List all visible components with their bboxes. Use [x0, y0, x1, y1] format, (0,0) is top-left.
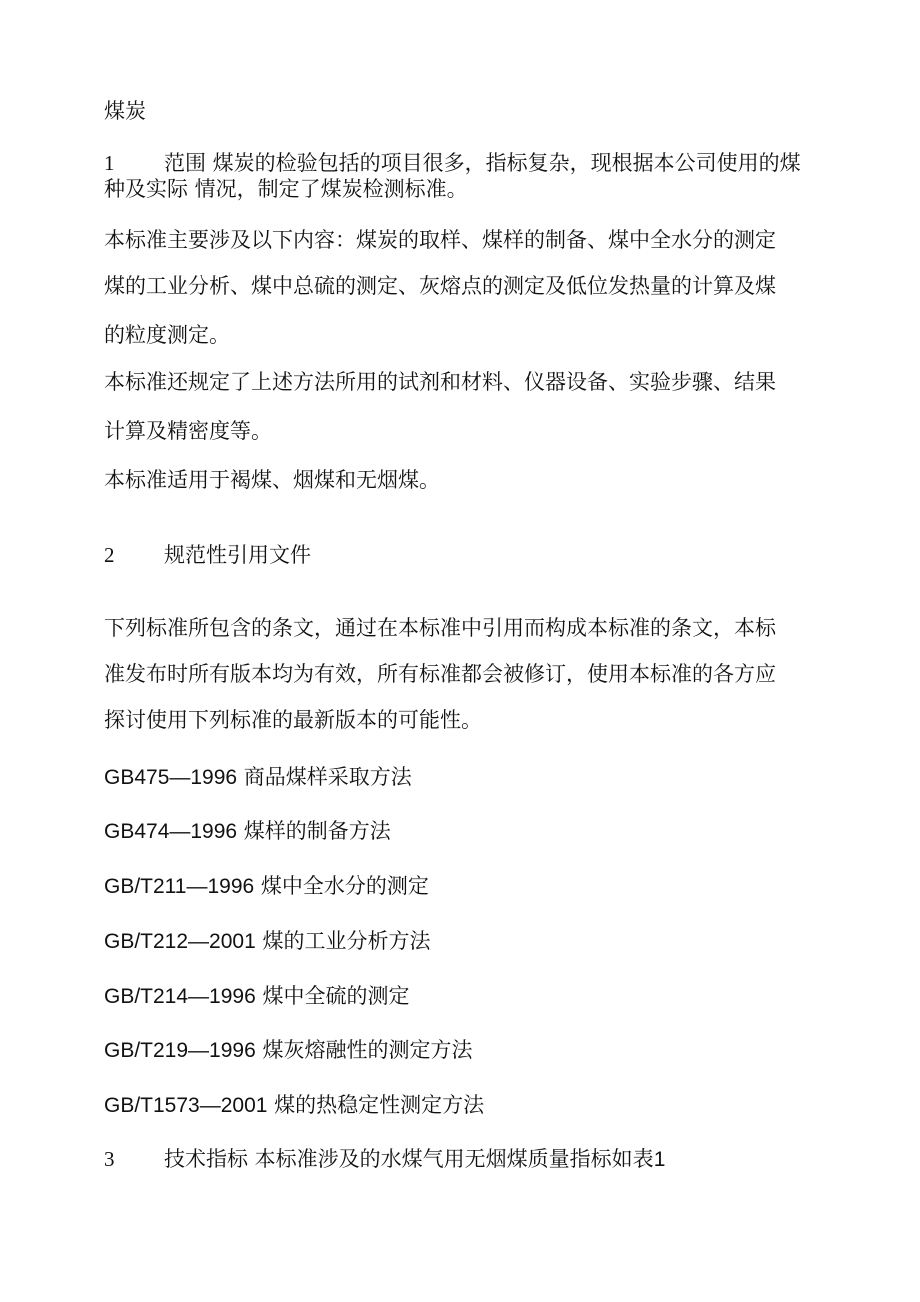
reference-item: [104, 928, 430, 955]
table-reference: 1: [653, 1148, 666, 1171]
reference-name: 煤中全硫的测定: [262, 984, 410, 1008]
reference-name: 煤样的制备方法: [243, 819, 391, 843]
reference-name: 煤的热稳定性测定方法: [274, 1093, 485, 1117]
reference-code: GB475—1996: [104, 766, 238, 789]
reference-item: [104, 1037, 472, 1064]
reference-code: GB/T1573—2001: [104, 1094, 268, 1117]
section-2-heading: [104, 542, 311, 568]
reference-code: GB/T219—1996: [104, 1039, 256, 1062]
section-number: 2: [104, 543, 115, 567]
reference-code: GB474—1996: [104, 820, 238, 843]
reference-name: 煤中全水分的测定: [260, 874, 429, 898]
paragraph-line: 本标准主要涉及以下内容：煤炭的取样、煤样的制备、煤中全水分的测定: [104, 228, 776, 252]
reference-item: [104, 983, 409, 1010]
paragraph-line: 计算及精密度等。: [104, 419, 272, 443]
reference-item: [104, 818, 391, 845]
section-3-line: [104, 1146, 665, 1173]
reference-name: 商品煤样采取方法: [243, 765, 412, 789]
paragraph-line: 种及实际 情况，制定了煤炭检测标准。: [104, 177, 468, 201]
reference-name: 煤的工业分析方法: [262, 929, 431, 953]
paragraph-line: 本标准适用于褐煤、烟煤和无烟煤。: [104, 468, 440, 492]
reference-code: GB/T214—1996: [104, 985, 256, 1008]
paragraph-line: 的粒度测定。: [104, 323, 230, 347]
reference-item: [104, 764, 412, 791]
paragraph-text: 范围 煤炭的检验包括的项目很多，指标复杂，现根据本公司使用的煤: [164, 151, 801, 175]
section-1-line: [104, 150, 801, 176]
section-text: 技术指标 本标准涉及的水煤气用无烟煤质量指标如表: [164, 1147, 654, 1171]
paragraph-line: 本标准还规定了上述方法所用的试剂和材料、仪器设备、实验步骤、结果: [104, 370, 776, 394]
section-heading: 规范性引用文件: [164, 543, 311, 567]
paragraph-line: 煤的工业分析、煤中总硫的测定、灰熔点的测定及低位发热量的计算及煤: [104, 274, 776, 298]
reference-item: [104, 1092, 484, 1119]
document-title: 煤炭: [104, 99, 146, 123]
section-number: 3: [104, 1147, 115, 1171]
paragraph-line: 探讨使用下列标准的最新版本的可能性。: [104, 708, 482, 732]
reference-code: GB/T212—2001: [104, 930, 256, 953]
paragraph-line: 准发布时所有版本均为有效，所有标准都会被修订，使用本标准的各方应: [104, 662, 776, 686]
paragraph-line: 下列标准所包含的条文，通过在本标准中引用而构成本标准的条文，本标: [104, 616, 776, 640]
reference-item: [104, 873, 429, 900]
reference-code: GB/T211—1996: [104, 875, 255, 898]
section-number: 1: [104, 151, 115, 175]
reference-name: 煤灰熔融性的测定方法: [262, 1038, 473, 1062]
